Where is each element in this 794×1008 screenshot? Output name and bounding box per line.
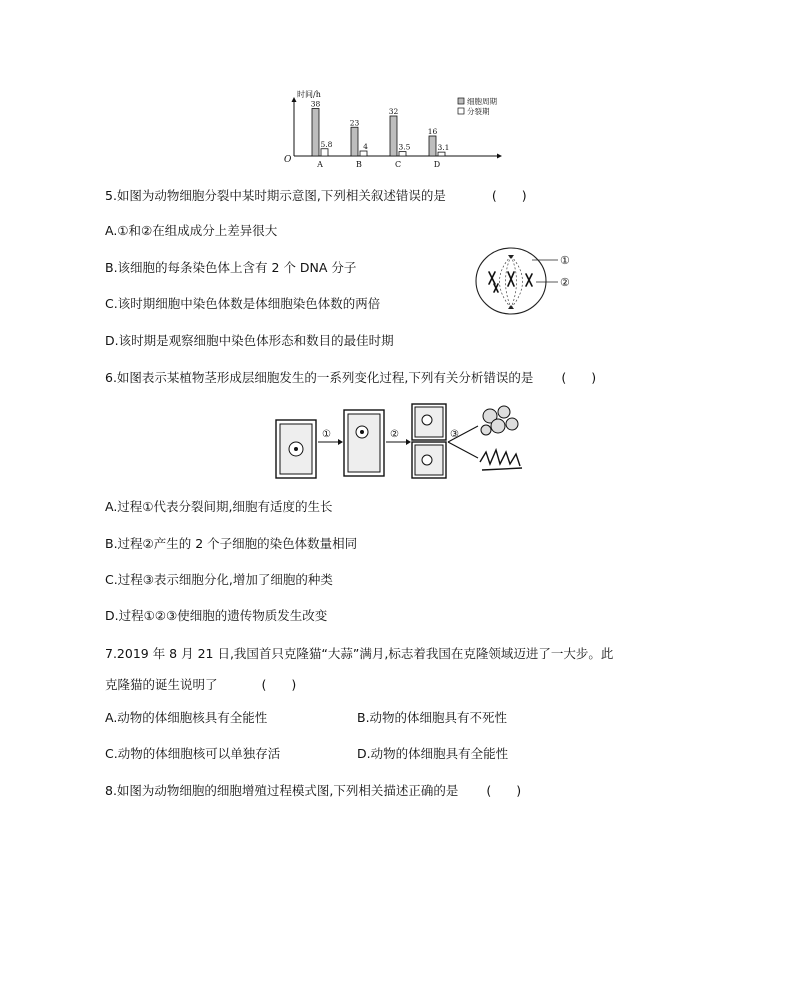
differentiated-cells-top (481, 406, 518, 435)
value-label-division-A: 5.8 (320, 139, 333, 149)
label-one: ① (560, 254, 570, 267)
category-label-B: B (356, 160, 362, 169)
legend-label-division: 分裂期 (467, 107, 490, 116)
cell-cycle-bar-chart (282, 88, 507, 170)
x-axis-arrow (497, 154, 502, 159)
q6-stem-text: 6.如图表示某植物茎形成层细胞发生的一系列变化过程,下列有关分析错误的是 (105, 370, 534, 385)
origin-label: O (284, 155, 292, 165)
q7-stem-text: 克隆猫的诞生说明了 (105, 677, 218, 692)
label-two: ② (560, 276, 570, 289)
q5-option-c: C.该时期细胞中染色体数是体细胞染色体数的两倍 (105, 296, 381, 311)
spindle-fibers (500, 256, 523, 308)
y-axis-label: 时间/h (297, 90, 321, 99)
question-8-stem (105, 783, 521, 799)
category-label-D: D (433, 160, 441, 169)
bar-cycle-A (312, 109, 319, 157)
q6-answer-paren: ( ) (561, 370, 597, 385)
value-label-division-B: 4 (363, 142, 368, 151)
legend-swatch-division (458, 108, 464, 114)
bar-cycle-D (429, 136, 436, 156)
q7-option-b: B.动物的体细胞具有不死性 (357, 710, 508, 725)
plant-cell-process-diagram (272, 402, 532, 480)
q8-stem-text: 8.如图为动物细胞的细胞增殖过程模式图,下列相关描述正确的是 (105, 783, 459, 798)
cell-stage-2 (344, 410, 384, 476)
q6-option-b: B.过程②产生的 2 个子细胞的染色体数量相同 (105, 536, 358, 551)
q6-option-a: A.过程①代表分裂间期,细胞有适度的生长 (105, 499, 333, 514)
arrow-label-2: ② (390, 429, 399, 440)
bar-division-A (321, 149, 328, 156)
value-label-cycle-D: 16 (427, 127, 438, 136)
bar-division-B (360, 151, 367, 156)
bar-division-D (438, 152, 445, 156)
cell-stage-3 (412, 404, 446, 478)
bar-cycle-C (390, 116, 397, 156)
arrow-3-down (448, 442, 478, 458)
category-label-C: C (394, 160, 402, 169)
cell-stage-1 (276, 420, 316, 478)
metaphase-cell-diagram (470, 238, 580, 324)
bar-division-C (399, 152, 406, 156)
question-6-stem (105, 370, 596, 386)
q6-option-d: D.过程①②③使细胞的遗传物质发生改变 (105, 608, 328, 623)
value-label-cycle-B: 23 (349, 118, 360, 128)
y-axis-arrow (292, 97, 297, 102)
q5-option-d: D.该时期是观察细胞中染色体形态和数目的最佳时期 (105, 333, 394, 348)
q5-answer-paren: ( ) (491, 188, 527, 203)
legend-swatch-cycle (458, 98, 464, 104)
q7-option-a: A.动物的体细胞核具有全能性 (105, 710, 268, 725)
centriole-bottom (508, 305, 514, 309)
q8-answer-paren: ( ) (486, 783, 522, 798)
q5-option-a: A.①和②在组成成分上差异很大 (105, 223, 278, 238)
legend-label-cycle: 细胞周期 (467, 97, 497, 106)
value-label-division-D: 3.1 (437, 143, 450, 153)
value-label-cycle-C: 32 (388, 107, 399, 116)
q7-answer-paren: ( ) (261, 677, 297, 692)
value-label-division-C: 3.5 (398, 142, 411, 152)
category-label-A: A (317, 160, 323, 169)
q7-option-d: D.动物的体细胞具有全能性 (357, 746, 509, 761)
differentiated-cells-bottom (480, 450, 522, 470)
q7-option-c: C.动物的体细胞核可以单独存活 (105, 746, 281, 761)
chromosomes (489, 272, 532, 292)
q7-stem-line-1: 7.2019 年 8 月 21 日,我国首只克隆猫“大蒜”满月,标志着我国在克隆领域迈进了一大步。此 (105, 646, 614, 661)
q5-option-b: B.该细胞的每条染色体上含有 2 个 DNA 分子 (105, 260, 357, 275)
bar-cycle-B (351, 127, 358, 156)
question-5-stem (105, 188, 527, 204)
q5-stem-text: 5.如图为动物细胞分裂中某时期示意图,下列相关叙述错误的是 (105, 188, 446, 203)
arrow-label-1: ① (322, 429, 331, 440)
q6-option-c: C.过程③表示细胞分化,增加了细胞的种类 (105, 572, 333, 587)
centriole-top (508, 255, 514, 259)
question-7-stem-line-2 (105, 677, 296, 693)
value-label-cycle-A: 38 (310, 99, 321, 109)
arrow-label-3: ③ (450, 429, 459, 440)
